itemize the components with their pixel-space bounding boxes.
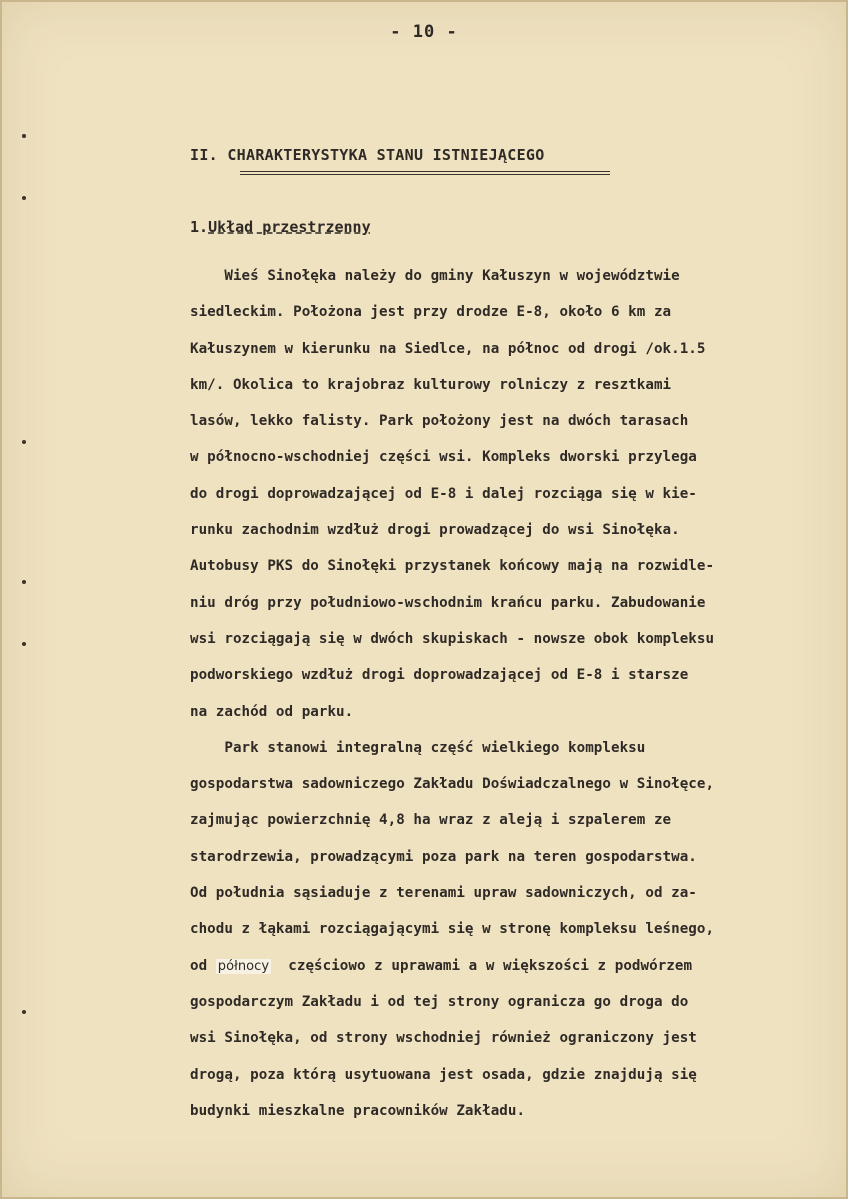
heading-underline	[240, 171, 610, 172]
text-line: chodu z łąkami rozciągającymi się w stronę kompleksu leśnego,	[190, 921, 715, 938]
text-line: gospodarstwa sadowniczego Zakładu Doświadczalnego w Sinołęce,	[190, 776, 715, 793]
text-line: Od południa sąsiaduje z terenami upraw sadowniczych, od za-	[190, 885, 697, 902]
punch-hole-mark	[22, 580, 26, 584]
body-text	[190, 258, 840, 1129]
text-line: zajmując powierzchnię 4,8 ha wraz z aleją i szpalerem ze	[190, 812, 672, 829]
text-line: wsi Sinołęka, od strony wschodniej również ograniczony jest	[190, 1030, 697, 1047]
text-line: Wieś Sinołęka należy do gminy Kałuszyn w województwie	[190, 268, 680, 284]
text-line: wsi rozciągają się w dwóch skupiskach - nowsze obok kompleksu	[190, 630, 715, 647]
handwritten-correction: północy	[217, 958, 270, 974]
text-line: na zachód od parku.	[190, 703, 354, 720]
text-line: siedleckim. Położona jest przy drodze E-8, około 6 km za	[190, 304, 672, 321]
punch-hole-mark	[22, 196, 26, 200]
section-number: 1.	[190, 218, 209, 236]
punch-hole-mark	[22, 1010, 26, 1014]
text-line: budynki mieszkalne pracowników Zakładu.	[190, 1102, 526, 1119]
text-line: starodrzewia, prowadzącymi poza park na teren gospodarstwa.	[190, 848, 697, 865]
text-line: Autobusy PKS do Sinołęki przystanek końcowy mają na rozwidle-	[190, 558, 715, 575]
text-line: Park stanowi integralną część wielkiego kompleksu	[190, 739, 646, 756]
text-line: lasów, lekko falisty. Park położony jest na dwóch tarasach	[190, 413, 689, 430]
section-heading	[190, 218, 371, 236]
text-line: do drogi doprowadzającej od E-8 i dalej rozciąga się w kie-	[190, 485, 697, 502]
text-line-with-correction	[190, 948, 840, 984]
text-line: gospodarczym Zakładu i od tej strony ogranicza go droga do	[190, 993, 689, 1010]
section-title: Układ przestrzenny	[208, 218, 371, 236]
chapter-heading: II. CHARAKTERYSTYKA STANU ISTNIEJĄCEGO	[190, 146, 545, 164]
punch-hole-mark	[22, 440, 26, 444]
text-fragment: częściowo z uprawami a w większości z podwórzem	[271, 957, 693, 974]
heading-underline	[240, 174, 610, 175]
text-line: podworskiego wzdłuż drogi doprowadzającej od E-8 i starsze	[190, 667, 689, 684]
text-line: drogą, poza którą usytuowana jest osada, gdzie znajdują się	[190, 1066, 697, 1083]
page-number: - 10 -	[390, 22, 458, 42]
text-line: w północno-wschodniej części wsi. Kompleks dworski przylega	[190, 449, 697, 466]
text-line: km/. Okolica to krajobraz kulturowy rolniczy z resztkami	[190, 376, 672, 393]
punch-hole-mark	[22, 642, 26, 646]
text-line: niu dróg przy południowo-wschodnim krańcu parku. Zabudowanie	[190, 594, 706, 611]
text-line: Kałuszynem w kierunku na Siedlce, na północ od drogi /ok.1.5	[190, 340, 706, 357]
text-fragment: od	[190, 957, 216, 974]
text-line: runku zachodnim wzdłuż drogi prowadzącej do wsi Sinołęka.	[190, 522, 680, 539]
punch-hole-mark	[22, 134, 26, 138]
